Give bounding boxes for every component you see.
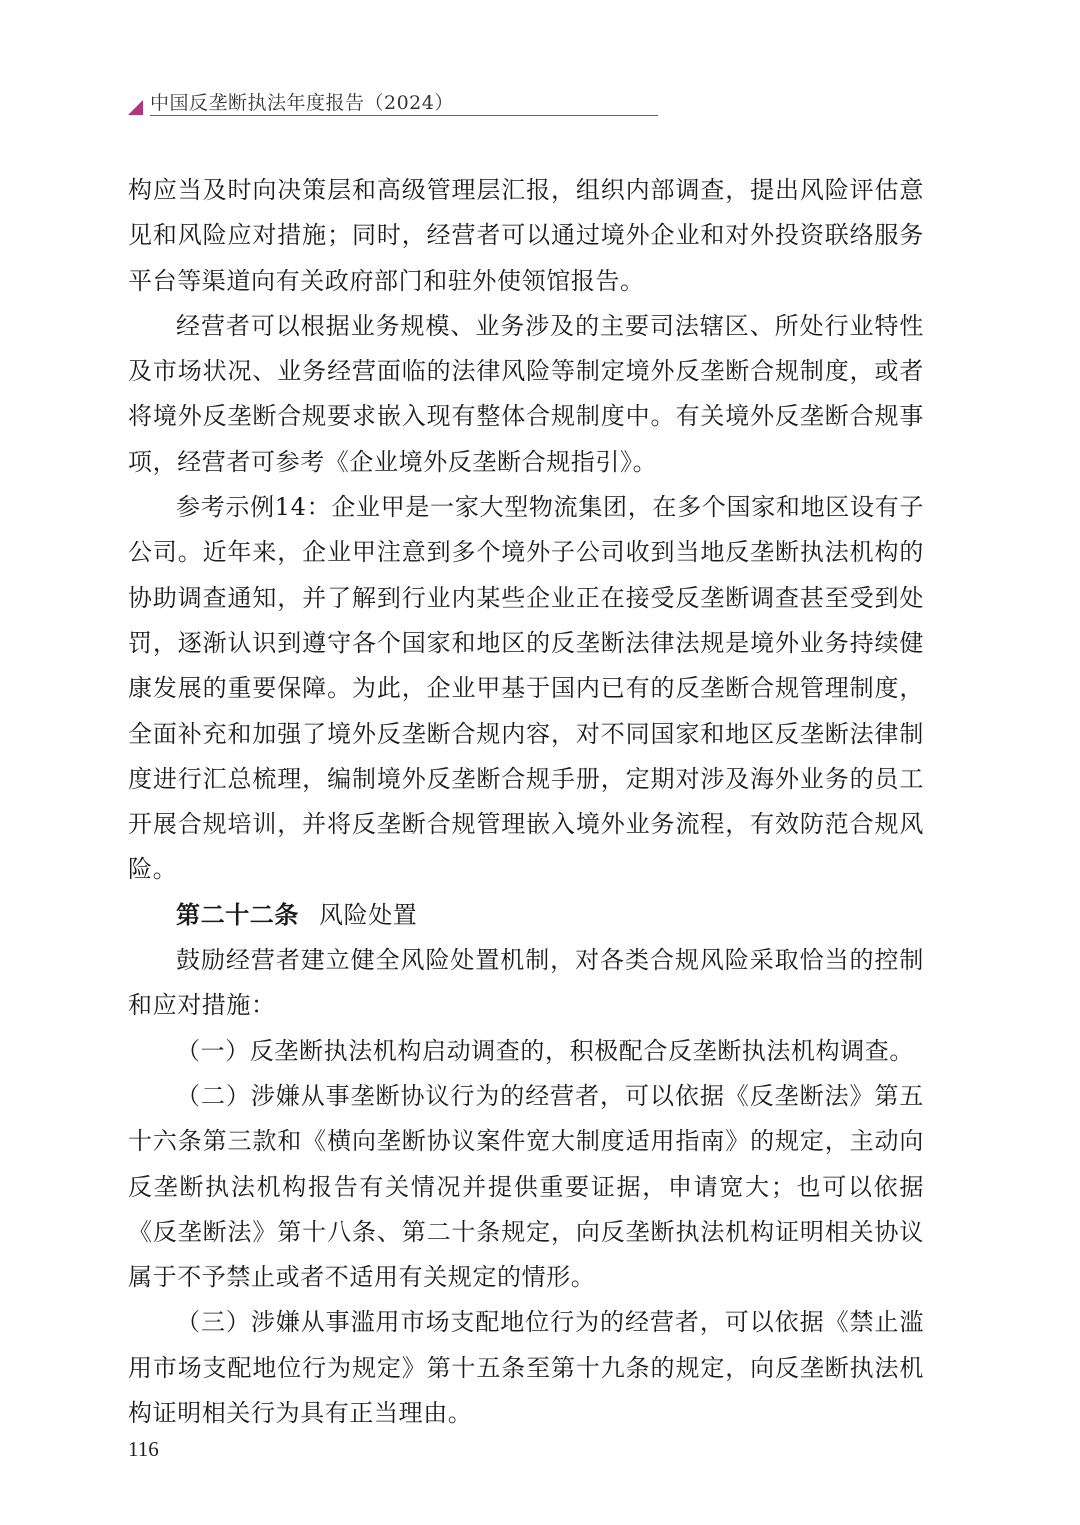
paragraph-continued: 构应当及时向决策层和高级管理层汇报，组织内部调查，提出风险评估意见和风险应对措施；同时，经营者可以通过境外企业和对外投资联络服务平台等渠道向有关政府部门和驻外使领馆报告。 [128,176,924,295]
triangle-marker-icon [128,100,143,115]
article-number: 第二十二条 [176,900,299,929]
article-heading [128,893,924,938]
article-title: 风险处置 [319,900,418,929]
header-title: 中国反垄断执法年度报告（2024） [150,92,454,114]
list-item: （一）反垄断执法机构启动调查的，积极配合反垄断执法机构调查。 [176,1036,914,1065]
reference-example-paragraph: 参考示例14：企业甲是一家大型物流集团，在多个国家和地区设有子公司。近年来，企业甲注意到多个境外子公司收到当地反垄断执法机构的协助调查通知，并了解到行业内某些企业正在接受反垄断调查甚至受到处罚，逐渐认识到遵守各个国家和地区的反垄断法律法规是境外业务持续健康发展的重要保障。为此，企业甲基于国内已有的反垄断合规管理制度，全面补充和加强了境外反垄断合规内容，对不同国家和地区反垄断法律制度进行汇总梳理，编制境外反垄断合规手册，定期对涉及海外业务的员工开展合规培训，并将反垄断合规管理嵌入境外业务流程，有效防范合规风险。 [128,493,924,884]
list-item: （三）涉嫌从事滥用市场支配地位行为的经营者，可以依据《禁止滥用市场支配地位行为规定》第十五条至第十九条的规定，向反垄断执法机构证明相关行为具有正当理由。 [128,1308,924,1428]
list-item: （二）涉嫌从事垄断协议行为的经营者，可以依据《反垄断法》第五十六条第三款和《横向垄断协议案件宽大制度适用指南》的规定，主动向反垄断执法机构报告有关情况并提供重要证据，申请宽大；也可以依据《反垄断法》第十八条、第二十条规定，向反垄断执法机构证明相关协议属于不予禁止或者不适用有关规定的情形。 [128,1081,924,1292]
page-body [128,168,924,1436]
page-number: 116 [128,1437,159,1461]
paragraph: 鼓励经营者建立健全风险处置机制，对各类合规风险采取恰当的控制和应对措施： [128,946,924,1020]
paragraph: 经营者可以根据业务规模、业务涉及的主要司法辖区、所处行业特性及市场状况、业务经营面临的法律风险等制定境外反垄断合规制度，或者将境外反垄断合规要求嵌入现有整体合规制度中。有关境外反垄断合规事项，经营者可参考《企业境外反垄断合规指引》。 [128,311,924,476]
running-header [128,88,658,118]
header-divider [150,115,658,116]
